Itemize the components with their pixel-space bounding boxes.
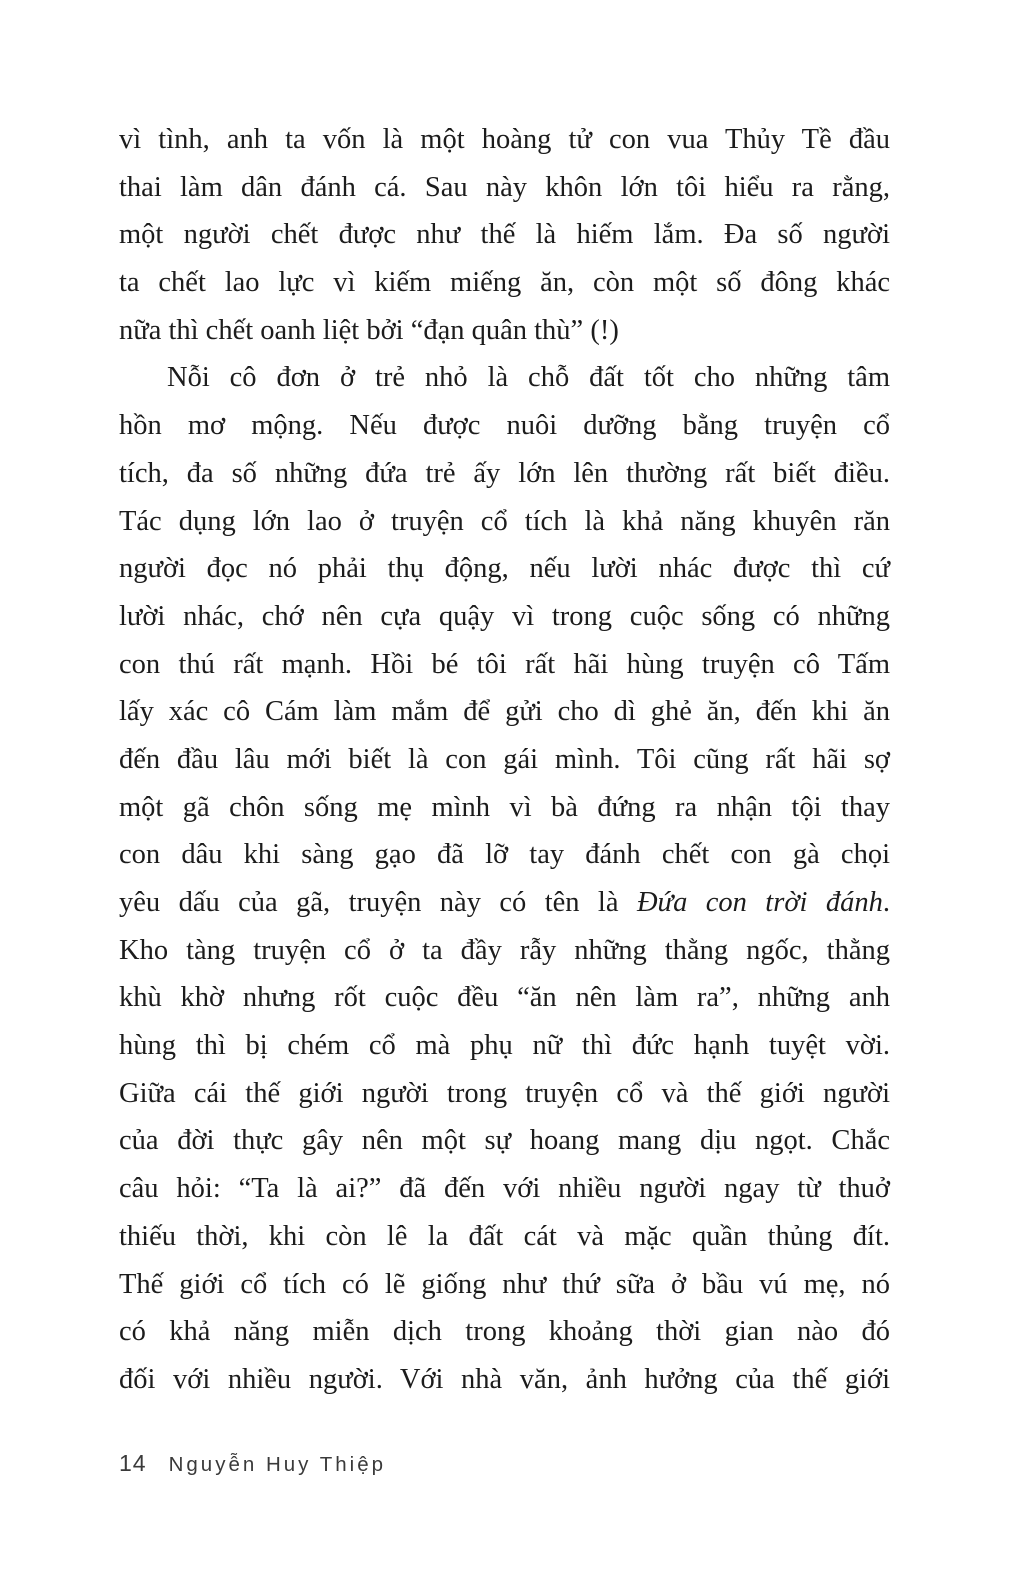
text-segment: nữa thì chết oanh liệt bởi “đạn quân thù” (!) [119,314,619,346]
running-footer-author: Nguyễn Huy Thiệp [168,1453,387,1476]
text-line [119,974,890,1022]
text-line [119,927,890,975]
text-segment: Tác dụng lớn lao ở truyện cổ tích là khả năng khuyên răn [119,505,890,537]
text-line [119,1261,890,1309]
text-line [119,1165,890,1213]
text-segment: khù khờ nhưng rốt cuộc đều “ăn nên làm ra”, những anh [119,982,890,1014]
text-segment: yêu dấu của gã, truyện này có tên là [119,887,637,918]
text-segment: một người chết được như thế là hiếm lắm. Đa số người [119,219,890,251]
text-line [119,211,890,259]
text-line [119,450,890,498]
text-line [119,307,890,355]
page-footer [119,1450,386,1477]
text-line [119,545,890,593]
text-segment: một gã chôn sống mẹ mình vì bà đứng ra nhận tội thay [119,791,890,823]
text-line [119,831,890,879]
text-segment: hồn mơ mộng. Nếu được nuôi dưỡng bằng truyện cổ [119,410,890,442]
text-segment: đối với nhiều người. Với nhà văn, ảnh hưởng của thế giới [119,1363,890,1395]
text-segment: có khả năng miễn dịch trong khoảng thời gian nào đó [119,1316,890,1348]
text-segment: người đọc nó phải thụ động, nếu lười nhác được thì cứ [119,553,890,585]
text-segment: Giữa cái thế giới người trong truyện cổ và thế giới người [119,1077,890,1109]
text-line [119,1022,890,1070]
text-line [119,1213,890,1261]
text-segment: thai làm dân đánh cá. Sau này khôn lớn tôi hiểu ra rằng, [119,171,890,203]
text-line [119,498,890,546]
text-segment: Nỗi cô đơn ở trẻ nhỏ là chỗ đất tốt cho những tâm [167,362,890,394]
text-segment: đến đầu lâu mới biết là con gái mình. Tôi cũng rất hãi sợ [119,743,890,775]
text-segment: lấy xác cô Cám làm mắm để gửi cho dì ghẻ ăn, đến khi ăn [119,696,890,728]
text-segment: con dâu khi sàng gạo đã lỡ tay đánh chết con gà chọi [119,839,890,871]
text-line [119,688,890,736]
text-segment: câu hỏi: “Ta là ai?” đã đến với nhiều người ngay từ thuở [119,1173,890,1205]
text-line [119,259,890,307]
text-line [119,593,890,641]
text-segment: ta chết lao lực vì kiếm miếng ăn, còn một số đông khác [119,267,890,299]
paragraph [119,116,890,354]
text-line [119,1308,890,1356]
text-segment: con thú rất mạnh. Hồi bé tôi rất hãi hùng truyện cô Tấm [119,648,890,680]
text-segment: Thế giới cổ tích có lẽ giống như thứ sữa ở bầu vú mẹ, nó [119,1268,890,1300]
text-line [119,1356,890,1404]
text-segment: vì tình, anh ta vốn là một hoàng tử con vua Thủy Tề đầu [119,124,890,155]
text-line [119,1117,890,1165]
text-line [119,164,890,212]
text-segment: lười nhác, chớ nên cựa quậy vì trong cuộc sống có những [119,600,890,632]
text-line [119,354,890,402]
text-segment: hùng thì bị chém cổ mà phụ nữ thì đức hạnh tuyệt vời. [119,1030,890,1062]
text-line [119,736,890,784]
body-text [119,116,890,1404]
text-line [119,1070,890,1118]
text-segment: của đời thực gây nên một sự hoang mang dịu ngọt. Chắc [119,1125,890,1157]
text-line [119,879,890,927]
text-segment: thiếu thời, khi còn lê la đất cát và mặc quần thủng đít. [119,1220,890,1252]
text-line [119,641,890,689]
page-number: 14 [119,1450,147,1476]
text-line [119,784,890,832]
text-segment: Kho tàng truyện cổ ở ta đầy rẫy những thằng ngốc, thằng [119,934,890,966]
text-line [119,402,890,450]
text-segment: tích, đa số những đứa trẻ ấy lớn lên thường rất biết điều. [119,457,890,489]
paragraph [119,354,890,1403]
italic-text-segment: Đứa con trời đánh [636,887,883,918]
text-line [119,116,890,164]
text-segment: . [882,887,890,918]
